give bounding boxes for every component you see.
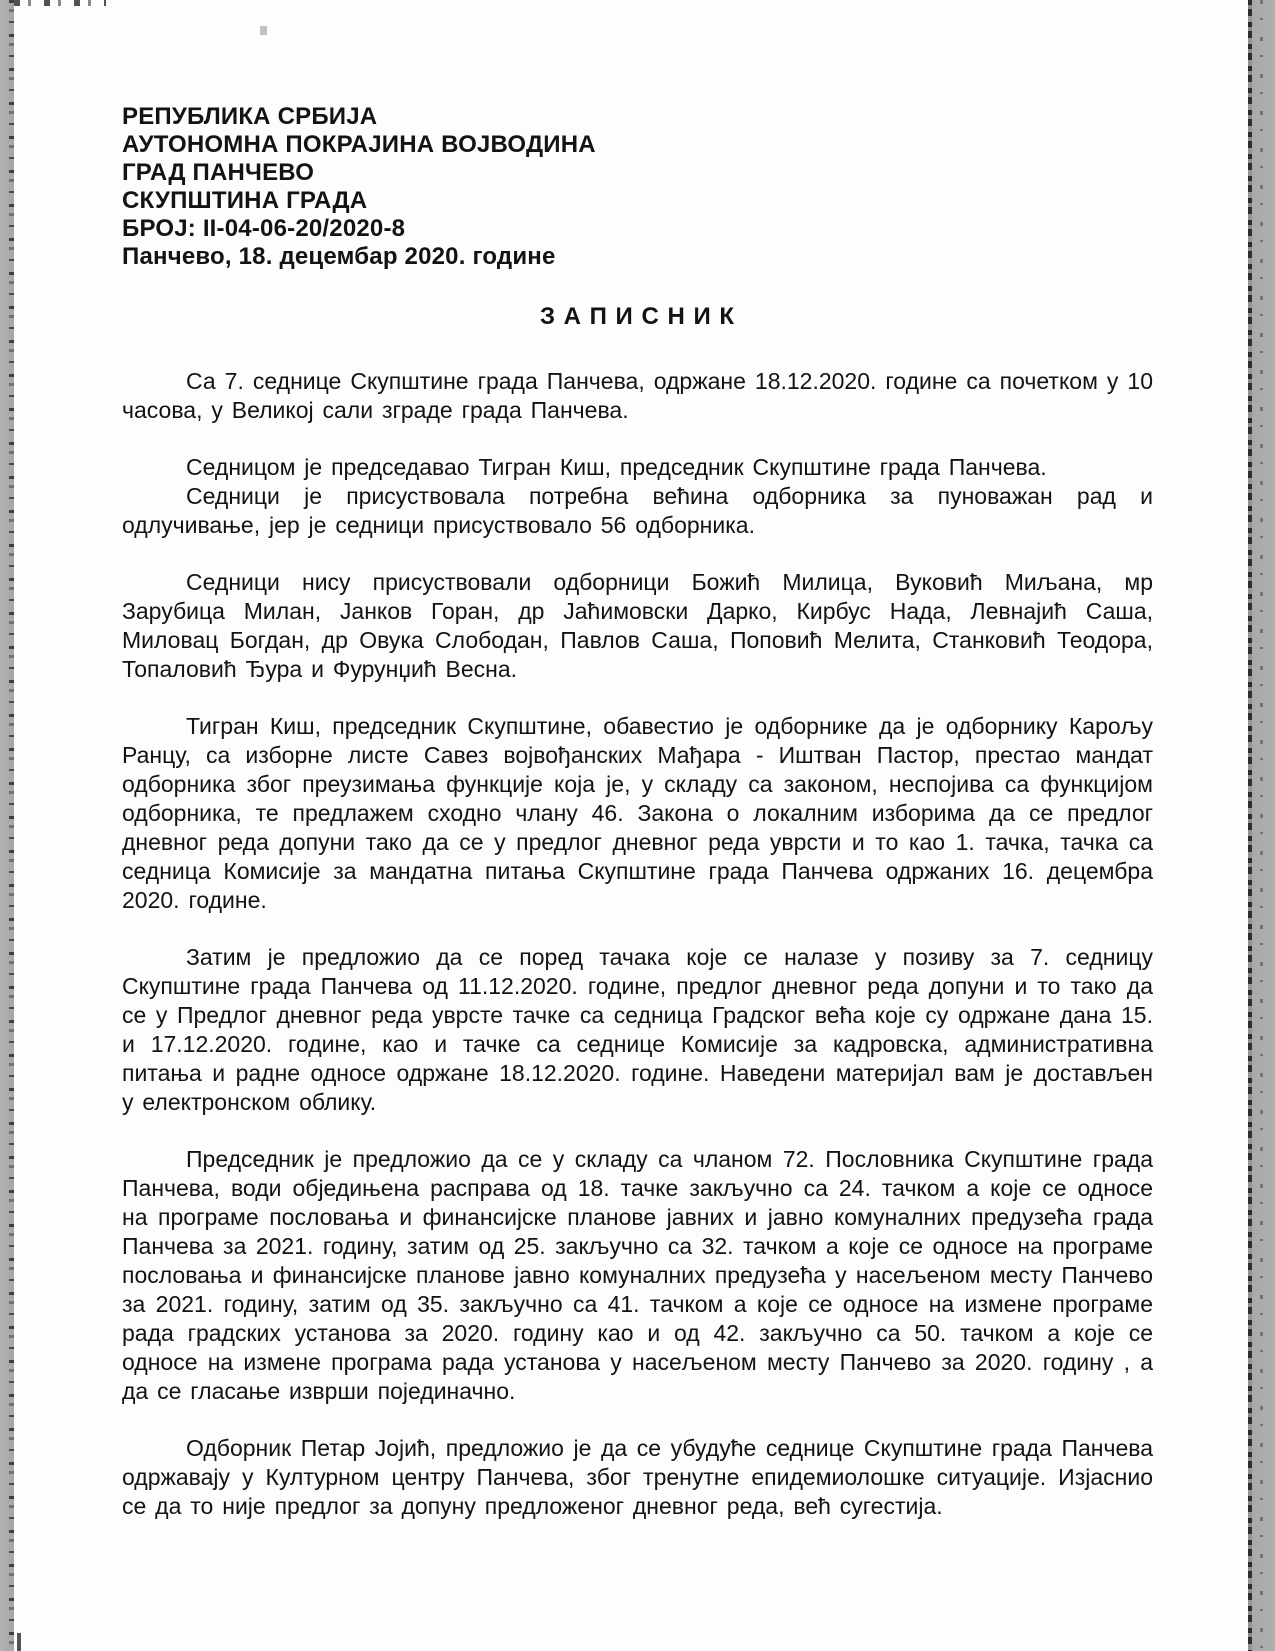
scan-noise-dot [260, 26, 267, 35]
paragraph: Седници нису присуствовали одборници Божић Милица, Вуковић Миљана, мр Зарубица Милан, Јанков Горан, др Јаћимовски Дарко, Кирбус Нада, Левнајић Саша, Миловац Богдан, др Овука Слободан, Павлов Саша, Поповић Мелита, Станковић Теодора, Топаловић Ђура и Фурунџић Весна. [122, 569, 1153, 682]
document-body [122, 367, 1153, 1521]
header-line: СКУПШТИНА ГРАДА [122, 187, 368, 214]
paragraph: Затим је предложио да се поред тачака које се налазе у позиву за 7. седницу Скупштине града Панчева од 11.12.2020. године, предлог дневног реда допуни и то тако да се у Предлог дневног реда уврсте тачке са седница Градског већа које су одржане дана 15. и 17.12.2020. године, као и тачке са седнице Комисије за кадровска, административна питања и радне односе одржане 18.12.2020. године. Наведени материјал вам је достављен у електронском облику. [122, 944, 1153, 1115]
header-line: БРОЈ: II-04-06-20/2020-8 [122, 215, 406, 242]
paragraph: Тигран Киш, председник Скупштине, обавестио је одборнике да је одборнику Карољу Ранцу, са изборне листе Савез војвођанских Мађара - Иштван Пастор, престао мандат одборника због преузимања функције која је, у складу са законом, неспојива са функцијом одборника, те предлажем сходно члану 46. Закона о локалним изборима да се предлог дневног реда допуни тако да се у предлог дневног реда уврсти и то као 1. тачка, тачка са седница Комисије за мандатна питања Скупштине града Панчева одржаних 16. децембра 2020. године. [122, 713, 1153, 913]
paragraph: Одборник Петар Јојић, предложио је да се убудуће седнице Скупштине града Панчева одржавају у Културном центру Панчева, због тренутне епидемиолошке ситуације. Изјаснио се да то није предлог за допуну предложеног дневног реда, већ сугестија. [122, 1435, 1153, 1519]
document-title: З А П И С Н И К [539, 303, 736, 330]
paragraph: Седницом је председавао Тигран Киш, председник Скупштине града Панчева. [186, 454, 1047, 480]
scan-edge-artifact-left [0, 0, 14, 1651]
header-line: АУТОНОМНА ПОКРАЈИНА ВОЈВОДИНА [122, 131, 596, 158]
paragraph: Председник је предложио да се у складу са чланом 72. Пословника Скупштине града Панчева, води обједињена расправа од 18. тачке закључно са 24. тачком а које се односе на програме пословања и финансијске планове јавних и јавно комуналних предузећа града Панчева за 2021. годину, затим од 25. закључно са 32. тачком а које се односе на програме пословања и финансијске планове јавно комуналних предузећа у насељеном месту Панчево за 2021. годину, затим од 35. закључно са 41. тачком а које се односе на измене програме рада градских установа за 2020. годину као и од 42. закључно са 50. тачком а које се односе на измене програма рада установа у насељеном месту Панчево за 2020. годину , а да се гласање изврши појединачно. [122, 1146, 1153, 1404]
scan-noise-top-left [14, 0, 106, 6]
document-content [122, 103, 1153, 1521]
document-header [122, 103, 1153, 271]
scan-edge-artifact-right [1248, 0, 1275, 1651]
paragraph: Седници је присуствовала потребна већина одборника за пуноважан рад и одлучивање, јер је седници присуствовало 56 одборника. [122, 483, 1153, 538]
header-line: РЕПУБЛИКА СРБИЈА [122, 103, 378, 130]
scan-noise-bottom-left [17, 1633, 21, 1651]
header-line: ГРАД ПАНЧЕВО [122, 159, 315, 186]
header-line: Панчево, 18. децембар 2020. године [122, 243, 556, 270]
paragraph: Са 7. седнице Скупштине града Панчева, одржане 18.12.2020. године са почетком у 10 часова, у Великој сали зграде града Панчева. [122, 368, 1153, 423]
